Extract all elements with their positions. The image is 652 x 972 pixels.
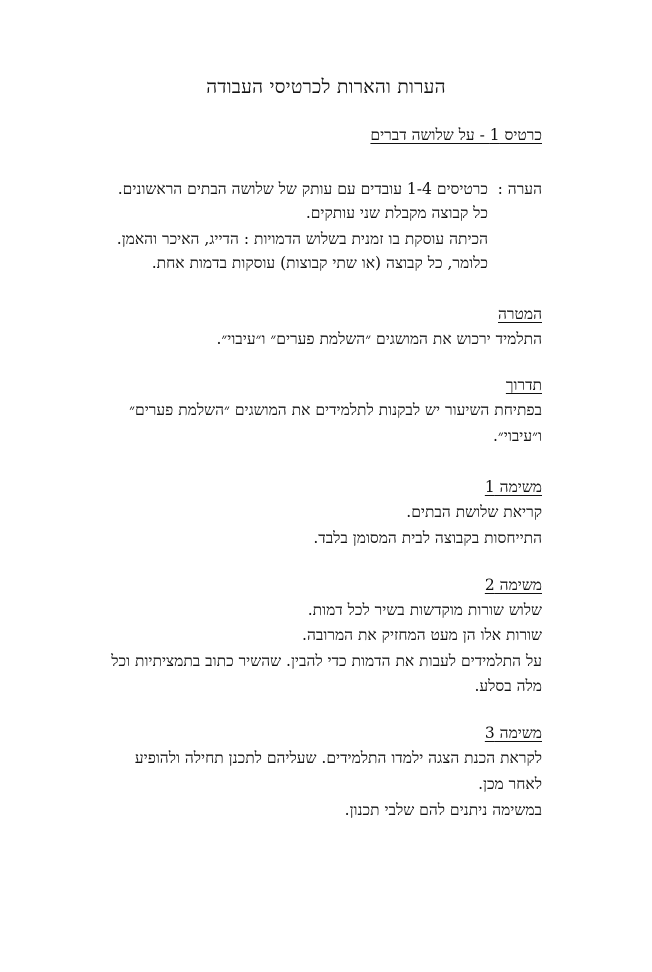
task2-heading: משימה 2 [484, 576, 542, 594]
task1-line-1: קריאת שלושת הבתים. [406, 503, 542, 521]
task2-line-3: על התלמידים לעבות את הדמות כדי להבין. שהשיר כתוב בתמציתיות וכל [111, 652, 542, 670]
task3-heading: משימה 3 [484, 724, 542, 742]
note-line-2: כל קבוצה מקבלת שני עותקים. [305, 204, 488, 222]
task2-line-4: מלה בסלע. [474, 677, 542, 695]
goal-heading: המטרה [498, 305, 542, 323]
task3-line-2: לאחר מכן. [478, 775, 542, 793]
goal-text: התלמיד ירכוש את המושגים ״השלמת פערים״ ו״עיבוי״. [216, 330, 542, 348]
task2-line-1: שלוש שורות מוקדשות בשיר לכל דמות. [307, 601, 542, 619]
method-line-1: בפתיחת השיעור יש לבקנות לתלמידים את המושגים ״השלמת פערים״ [129, 401, 542, 419]
note-line-4: כלומר, כל קבוצה (או שתי קבוצות) עוסקות בדמות אחת. [151, 254, 488, 272]
method-heading: תדרוך [505, 376, 542, 394]
card1-heading: כרטיס 1 - על שלושה דברים [370, 126, 542, 144]
task1-line-2: התייחסות בקבוצה לבית המסומן בלבד. [313, 529, 542, 547]
note-line-1: כרטיסים 1-4 עובדים עם עותק של שלושה הבתים הראשונים. [117, 180, 488, 198]
note-label: הערה : [497, 180, 542, 198]
task3-line-3: במשימה ניתנים להם שלבי תכנון. [344, 801, 542, 819]
page-title: הערות והארות לכרטיסי העבודה [206, 76, 446, 98]
task2-line-2: שורות אלו הן מעט המחזיק את המרובה. [302, 626, 542, 644]
method-line-2: ו״עיבוי״. [492, 427, 542, 445]
task3-line-1: לקראת הכנת הצגה ילמדו התלמידים. שעליהם לתכנן תחילה ולהופיע [134, 749, 542, 767]
task1-heading: משימה 1 [484, 478, 542, 496]
note-line-3: הכיתה עוסקת בו זמנית בשלוש הדמויות : הדייג, האיכר והאמן. [116, 230, 488, 248]
